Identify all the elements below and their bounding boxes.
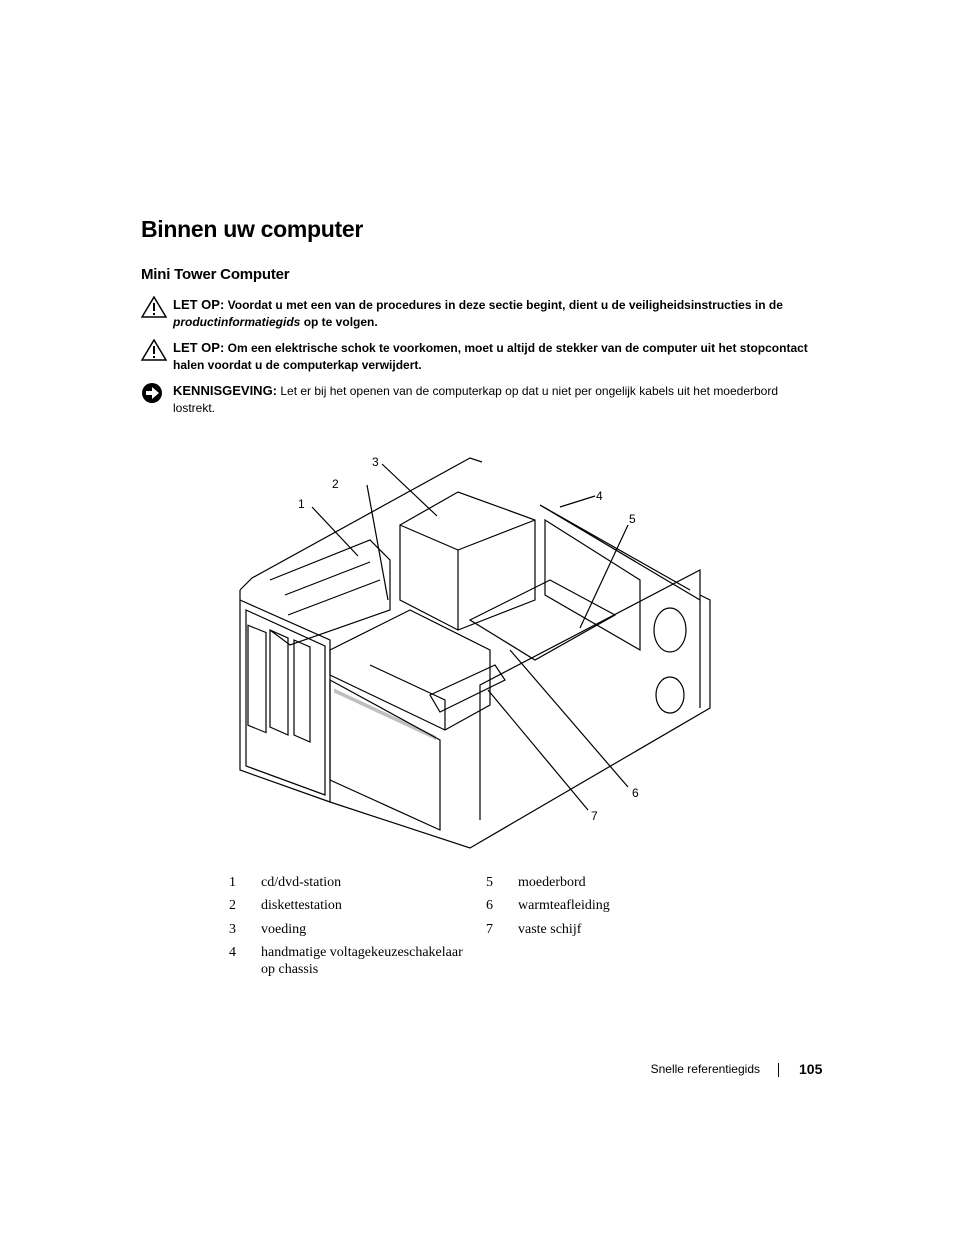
- notice-arrow-icon: [141, 382, 167, 404]
- page-number: 105: [799, 1061, 823, 1077]
- notice-label: KENNISGEVING:: [173, 383, 278, 398]
- computer-drawing: [230, 450, 720, 860]
- callout-1: 1: [298, 497, 305, 511]
- notice-text-end: op te volgen.: [303, 315, 378, 329]
- section-title: Mini Tower Computer: [141, 266, 290, 283]
- notice-text: Voordat u met een van de procedures in deze sectie begint, dient u de veiligheidsinstructies in de: [227, 298, 783, 312]
- legend-label: handmatige voltagekeuzeschakelaar op chassis: [261, 945, 463, 977]
- callout-2: 2: [332, 477, 339, 491]
- callout-5: 5: [629, 512, 636, 526]
- callout-4: 4: [596, 489, 603, 503]
- notice-text: Om een elektrische schok te voorkomen, moet u altijd de stekker van de computer uit het stopcontact: [227, 341, 808, 355]
- caution-triangle-icon: [141, 296, 167, 318]
- notice-text-end: halen voordat u de computerkap verwijdert.: [173, 358, 422, 372]
- notice-text: Let er bij het openen van de computerkap op dat u niet per ongelijk kabels uit het moederbord: [280, 384, 779, 398]
- legend-label: diskettestation: [261, 898, 342, 913]
- page-title: Binnen uw computer: [141, 216, 364, 242]
- footer-separator: [778, 1063, 779, 1077]
- mini-tower-illustration: [230, 450, 720, 860]
- legend-number: 7: [486, 922, 493, 937]
- legend-number: 1: [229, 875, 236, 890]
- legend-number: 6: [486, 898, 493, 913]
- legend-label: voeding: [261, 922, 307, 937]
- callout-6: 6: [632, 786, 639, 800]
- notice-label: LET OP:: [173, 297, 225, 312]
- notice-text-end: lostrekt.: [173, 401, 216, 415]
- notice-italic-ref: productinformatiegids: [173, 315, 301, 329]
- legend-number: 2: [229, 898, 236, 913]
- legend-label: moederbord: [518, 875, 586, 890]
- legend-label: vaste schijf: [518, 922, 582, 937]
- legend-number: 5: [486, 875, 493, 890]
- legend-label: warmteafleiding: [518, 898, 610, 913]
- notice-label: LET OP:: [173, 340, 225, 355]
- caution-triangle-icon: [141, 339, 167, 361]
- callout-7: 7: [591, 809, 598, 823]
- legend-label: cd/dvd-station: [261, 875, 342, 890]
- legend-number: 4: [229, 945, 236, 960]
- legend-number: 3: [229, 922, 236, 937]
- callout-3: 3: [372, 455, 379, 469]
- footer-label: Snelle referentiegids: [650, 1062, 760, 1076]
